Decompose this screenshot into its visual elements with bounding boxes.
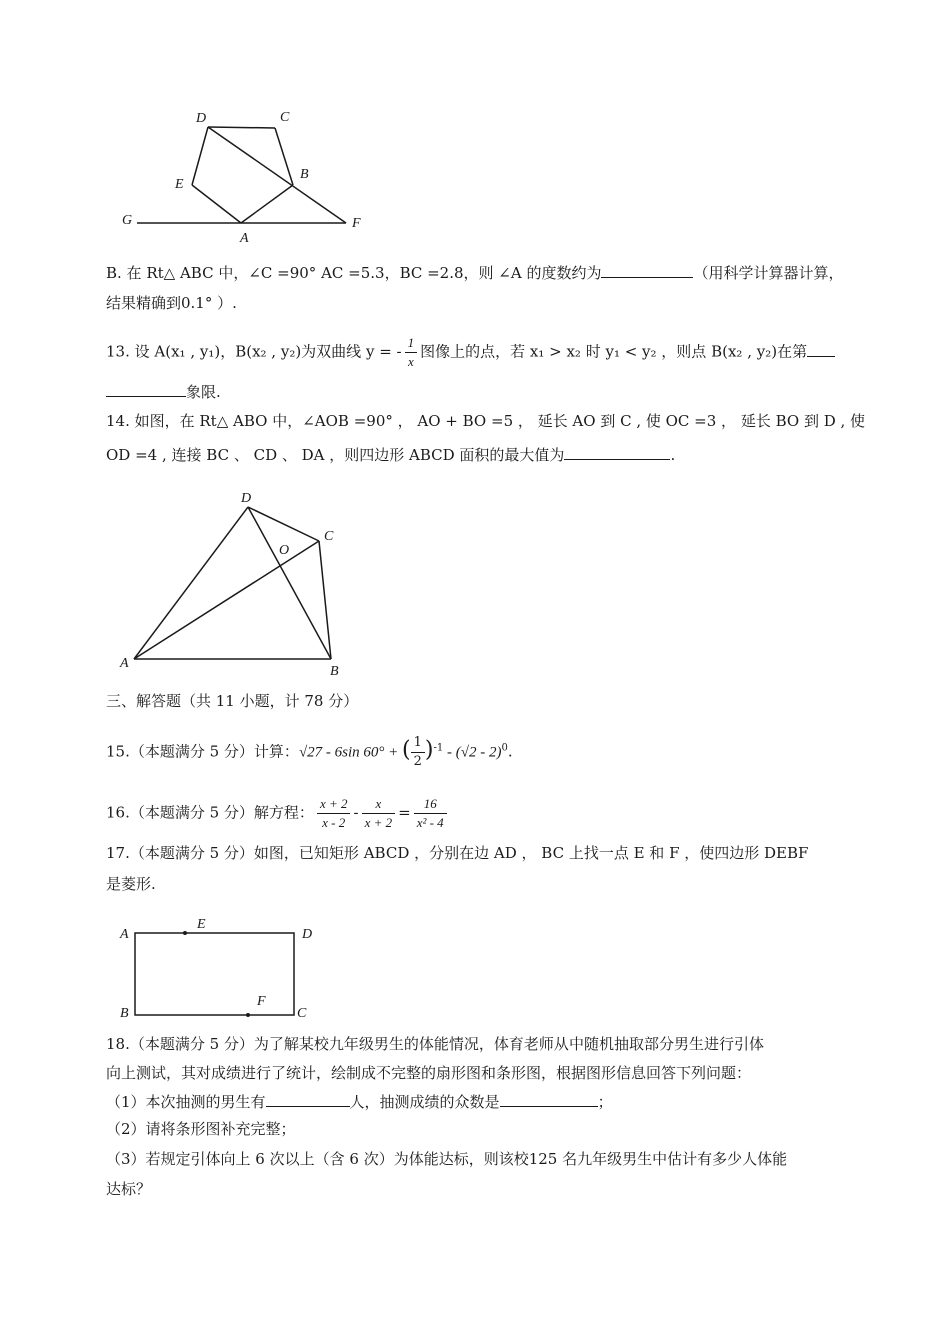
q18-part1-a: （1）本次抽测的男生有 xyxy=(106,1093,266,1111)
question-13-line2-text: 象限. xyxy=(186,383,221,401)
answer-blank-b[interactable] xyxy=(601,261,693,278)
fig14-label-B: B xyxy=(330,664,339,679)
question-b-line2: 结果精确到0.1° ）. xyxy=(106,294,237,312)
question-13-part2: 图像上的点，若 x₁ > x₂ 时 y₁ < y₂ ，则点 B(x₂ , y₂)在第 xyxy=(420,342,808,361)
question-18-line3 xyxy=(106,1090,613,1113)
fig17-label-E: E xyxy=(197,917,206,932)
question-16-prefix: 16.（本题满分 5 分）解方程： xyxy=(106,803,314,822)
q16-f3-num: 16 xyxy=(414,795,447,814)
fig12-seg-CB xyxy=(275,128,293,185)
q13-frac-num: 1 xyxy=(405,334,418,353)
fig12-label-D: D xyxy=(196,111,207,126)
figure-q17 xyxy=(110,912,330,1022)
question-18-line1: 18.（本题满分 5 分）为了解某校九年级男生的体能情况，体育老师从中随机抽取部分男生进行引体 xyxy=(106,1035,764,1053)
fig14-seg-AC xyxy=(134,541,319,659)
q15-frac-num: 1 xyxy=(411,734,425,753)
fig17-label-C: C xyxy=(297,1006,307,1021)
q18-part1-b: 人，抽测成绩的众数是 xyxy=(349,1093,500,1111)
q16-f1-den: x - 2 xyxy=(322,815,346,830)
question-18-line6: 达标？ xyxy=(106,1180,152,1198)
fig12-label-A: A xyxy=(240,231,249,246)
fig17-rectangle xyxy=(135,933,294,1015)
answer-blank-13a[interactable] xyxy=(807,340,835,357)
q15-fraction xyxy=(411,734,425,771)
q16-f1-num: x + 2 xyxy=(317,795,351,814)
fig14-seg-AD xyxy=(134,507,248,659)
question-18-line4: （2）请将条形图补充完整； xyxy=(106,1120,296,1138)
fig12-seg-DC xyxy=(208,127,275,128)
q13-fraction xyxy=(405,334,418,371)
question-16 xyxy=(106,795,450,832)
question-18-line2: 向上测试，其对成绩进行了统计，绘制成不完整的扇形图和条形图，根据图形信息回答下列问题： xyxy=(106,1064,752,1082)
question-17-line1: 17.（本题满分 5 分）如图，已知矩形 ABCD ，分别在边 AD ， BC 上找一点 E 和 F ，使四边形 DEBF xyxy=(106,844,809,862)
fig17-point-E xyxy=(183,931,187,935)
section-3-heading: 三、解答题（共 11 小题，计 78 分） xyxy=(106,692,359,710)
q15-frac-den: 2 xyxy=(413,754,422,769)
fig17-label-F: F xyxy=(257,994,266,1009)
fig12-seg-DE xyxy=(192,127,208,185)
question-b-tail: （用科学计算器计算， xyxy=(693,264,844,282)
fig12-seg-DF xyxy=(208,127,346,223)
q15-expr-b: - (√2 - 2) xyxy=(443,744,502,761)
question-17-line2: 是菱形. xyxy=(106,875,156,893)
fig17-point-F xyxy=(246,1013,250,1017)
q16-f2-num: x xyxy=(362,795,396,814)
figure-q12 xyxy=(110,100,370,250)
fig12-label-E: E xyxy=(175,177,184,192)
question-18-line5: （3）若规定引体向上 6 次以上（含 6 次）为体能达标，则该校125 名九年级男生中估计有多少人体能 xyxy=(106,1150,788,1168)
q15-end: . xyxy=(507,742,513,761)
question-14-line1: 14. 如图，在 Rt△ ABO 中，∠AOB =90° ， AO + BO =5 ， 延长 AO 到 C , 使 OC =3 ， 延长 BO 到 D , 使 xyxy=(106,412,866,430)
q13-frac-den: x xyxy=(407,354,414,369)
question-15-prefix: 15.（本题满分 5 分）计算： xyxy=(106,742,299,761)
question-13-part1: 13. 设 A(x₁ , y₁)，B(x₂ , y₂)为双曲线 y = - xyxy=(106,342,402,361)
answer-blank-13b[interactable] xyxy=(106,380,186,397)
fig14-label-O: O xyxy=(279,543,290,558)
q16-eq: = xyxy=(398,803,411,822)
question-14-line2 xyxy=(106,443,675,466)
fig12-seg-EA xyxy=(192,185,241,223)
question-b-line1 xyxy=(106,261,844,284)
fig12-label-F: F xyxy=(352,216,361,231)
q15-expr-a: √27 - 6sin 60° + xyxy=(298,744,403,761)
answer-blank-18b[interactable] xyxy=(500,1090,598,1107)
fig14-label-D: D xyxy=(241,491,252,506)
answer-blank-18a[interactable] xyxy=(266,1090,350,1107)
fig14-seg-DB xyxy=(248,507,331,659)
q18-part1-c: ； xyxy=(597,1093,613,1111)
q16-fraction-3 xyxy=(414,795,447,832)
q16-fraction-2 xyxy=(362,795,396,832)
fig12-label-G: G xyxy=(122,213,133,228)
q15-exp1: -1 xyxy=(433,742,444,754)
fig12-label-B: B xyxy=(300,167,309,182)
question-13-line1 xyxy=(106,334,835,371)
q16-minus: - xyxy=(353,803,359,822)
question-13-line2 xyxy=(106,380,221,403)
fig17-label-D: D xyxy=(302,927,313,942)
q15-exp2: 0 xyxy=(501,742,508,754)
question-14-line2-text: OD =4 , 连接 BC 、 CD 、 DA ，则四边形 ABCD 面积的最大值为 xyxy=(106,446,565,464)
fig12-label-C: C xyxy=(280,110,290,125)
figure-q14 xyxy=(110,485,360,680)
fig17-label-A: A xyxy=(120,927,129,942)
fig14-label-C: C xyxy=(324,529,334,544)
answer-blank-14[interactable] xyxy=(564,443,670,460)
q16-fraction-1 xyxy=(317,795,351,832)
q16-f2-den: x + 2 xyxy=(364,815,393,830)
question-b-text: B. 在 Rt△ ABC 中，∠C =90° AC =5.3，BC =2.8，则 ∠A 的度数约为 xyxy=(106,264,602,282)
fig14-label-A: A xyxy=(120,656,129,671)
q16-f3-den: x² - 4 xyxy=(416,815,444,830)
fig12-seg-AB xyxy=(241,185,293,223)
fig17-label-B: B xyxy=(120,1006,129,1021)
fig14-seg-DC xyxy=(248,507,319,541)
question-15: 15.（本题满分 5 分）计算：√27 - 6sin 60° + ( $\frac{1}{2}$ )$^{-1}$ - (√2 - 2)$^0$. xyxy=(106,735,513,769)
question-14-line2-tail: . xyxy=(670,446,676,464)
